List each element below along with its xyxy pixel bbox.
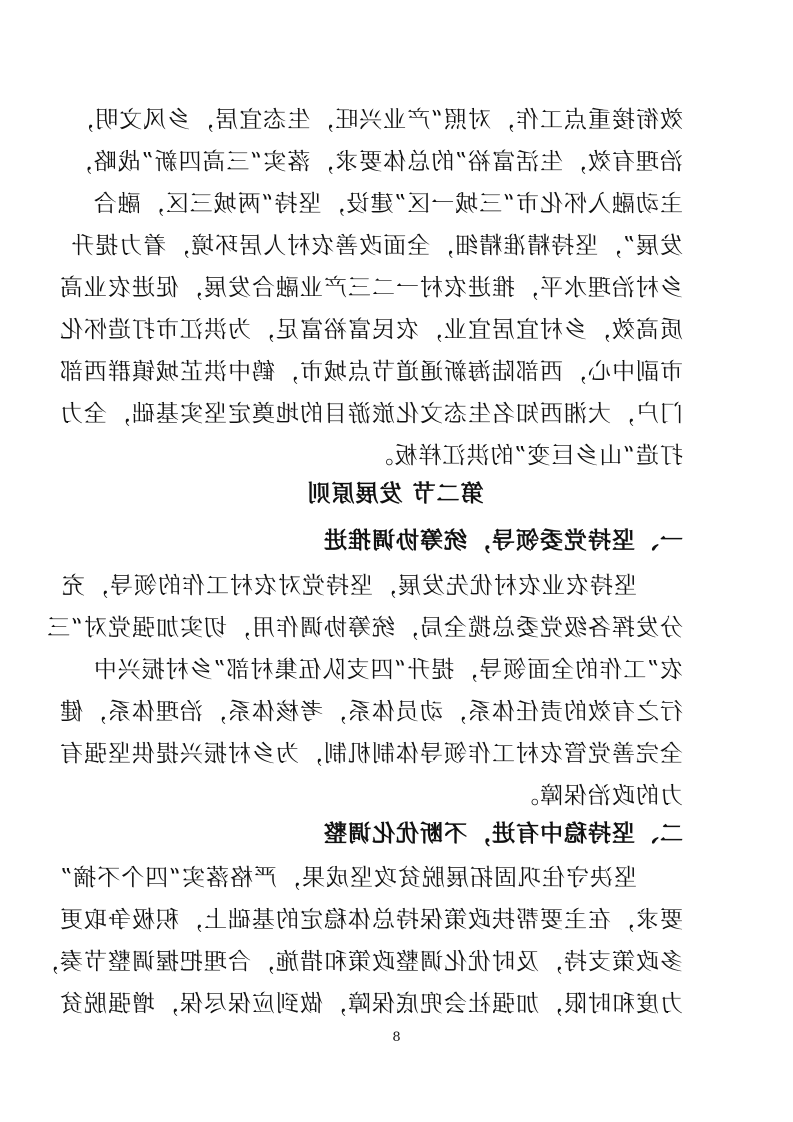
paragraph-line: 力的政治保障。 (515, 783, 683, 809)
paragraph-line: 要求，在主要帮扶政策保持总体稳定的基础上，积极争取更 (59, 907, 683, 933)
paragraph-line: 乡村治理水平，推进农村一二三产业融合发展，促进农业高 (59, 275, 683, 301)
paragraph-line: 市副中心，西部陆海新通道节点城市，鹤中洪芷城镇群西部 (59, 359, 683, 385)
section-title: 第二节 发展原则 (306, 480, 484, 507)
paragraph-line: 质高效，乡村宜居宜业，农民富裕富足，为洪江市打造怀化 (59, 317, 683, 343)
paragraph-line: 全完善党管农村工作领导体制机制，为乡村振兴提供坚强有 (59, 741, 683, 767)
paragraph-line: 门户，大湘西知名生态文化旅游目的地奠定坚实基础，全力 (59, 401, 683, 427)
paragraph-line: 主动融入怀化市“三城一区”建设，坚持“两城三区，融合 (92, 191, 683, 217)
paragraph-line: 坚持农业农村优先发展，坚持党对农村工作的领导，充 (61, 573, 637, 599)
paragraph-line: 力度和时限，加强社会兜底保障，做到应保尽保，增强脱贫 (59, 991, 683, 1017)
paragraph-line: 治理有效，生活富裕”的总体要求，落实“三高四新”战略， (68, 149, 683, 175)
paragraph-line: 农”工作的全面领导，提升“四支队伍集村部”乡村振兴中 (92, 657, 683, 683)
paragraph-line: 行之有效的责任体系，动员体系，考核体系，治理体系，健 (59, 699, 683, 725)
principle-heading: 一、坚持党委领导，统筹协调推进 (323, 527, 683, 554)
paragraph-line: 效衔接重点工作，对照“产业兴旺，生态宜居，乡风文明， (70, 107, 683, 133)
paragraph-line: 坚决守住巩固拓展脱贫攻坚成果，严格落实“四个不摘” (59, 865, 637, 891)
paragraph-line: 分发挥各级党委总揽全局，统筹协调作用，切实加强党对“三 (46, 615, 683, 641)
paragraph-line: 发展”，坚持精准精细，全面改善农村人居环境，着力提升 (70, 233, 683, 259)
paragraph-line: 多政策支持，及时优化调整政策和措施，合理把握调整节奏， (35, 949, 683, 975)
principle-heading: 二、坚持稳中有进，不断优化调整 (323, 820, 683, 847)
paragraph-line: 打造“山乡巨变”的洪江样板。 (369, 443, 683, 469)
page-number: 8 (392, 1030, 401, 1045)
